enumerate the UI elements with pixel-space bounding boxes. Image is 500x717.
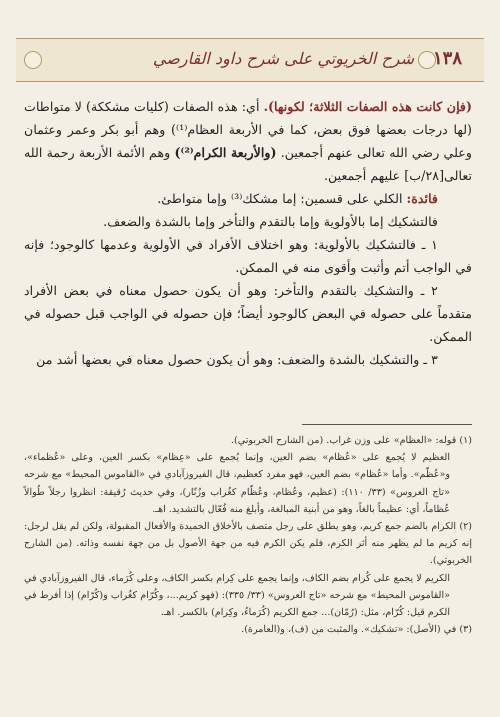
ornament-icon xyxy=(24,51,42,69)
page-number: ١٣٨ xyxy=(432,48,462,69)
paragraph: فائدة: الكلي على قسمين: إما مشكك⁽³⁾ وإما متواطئ. xyxy=(157,191,438,206)
paragraph: فالتشكيك إما بالأولوية وإما بالتقدم والتأخر وإما بالشدة والضعف. xyxy=(103,214,438,229)
footnote-text: الكريم لا يجمع على كُرام بضم الكاف، وإنما يجمع على كِرام بكسر الكاف، وعلى كُرَماء، قال الفيروزآبادي في «القاموس المحيط» مع شرحه «تاج العروس» (٣٣/ ٣٣٥): (فهو كريم...، وكُرّام كغُراب و(كُرّام) إذا أفرط في الكرم قيل: كُرّام، مثل: (رُمّان)... جمع الكريم (كُرَماءُ، وكِرام) بالكسر. اهـ. xyxy=(24,572,451,619)
footnote-separator xyxy=(302,424,472,425)
footnote: (٢) الكرام بالضم جمع كريم، وهو يطلق على رجل متصف بالأخلاق الحميدة والأفعال المقبولة، ولكن لم يقل لرجل: إنه كريم ما لم يظهر منه أثر الكرم، فلم يكن الكرم فيه من جهة الأصول بل من جهة نفسه وذاته. (من الشارح الخربوتي). xyxy=(24,521,472,567)
paragraph: ١ ـ فالتشكيك بالأولوية: وهو اختلاف الأفراد في الأولوية وعدمها كالوجود؛ فإنه في الواجب أتم وأثبت وأقوى منه في الممكن. xyxy=(24,237,472,275)
footnote-text: العظيم لا يُجمع على «عُظام» بضم العين، وإنما يُجمع على «عِظام» بكسر العين، وعلى «عُظماء»، و«عُظّم». وأما «عُظام» بضم العين، فهو مفرد كعظيم، قال الفيروزآبادي في «القاموس المحيط» مع شرحه «تاج العروس» (٣٣/ ١١٠): (عظيم، وعُظام، وعُظّام كغُراب وزُنّار)، وفي حديث رُقيقة: انظروا رجلاً طُوالاً عُظاماً، أي: عظيماً بالغاً، وهو من أبنية المبالغة، وأبلغ منه فُعّال بالتشديد. اهـ. xyxy=(24,452,450,515)
page-header xyxy=(16,38,484,82)
footnotes xyxy=(24,432,472,638)
paragraph: ٣ ـ والتشكيك بالشدة والضعف: وهو أن يكون حصول معناه في بعضها أشد من xyxy=(36,352,438,367)
footnote: (٣) في (الأصل): «تشكيك». والمثبت من (ف)، و(العامرة). xyxy=(241,624,472,636)
main-text xyxy=(24,95,472,371)
header-title: شرح الخريوتي على شرح داود القارصي xyxy=(152,49,414,68)
paragraph: (فإن كانت هذه الصفات الثلاثة؛ لكونها). أي: هذه الصفات (كليات مشككة) لا متواطات (لها درجات بعضها فوق بعض، كما في الأربعة العظام⁽¹⁾) وهم أبو بكر وعمر وعثمان وعلي رضي الله تعالى عنهم أجمعين. (والأربعة الكرام⁽²⁾) وهم الأئمة الأربعة رحمة الله تعالى[٢٨/ب] عليهم أجمعين. xyxy=(24,99,473,183)
footnote: (١) قوله: «العظام» على وزن غراب. (من الشارح الخربوتي). xyxy=(230,435,472,446)
paragraph: ٢ ـ والتشكيك بالتقدم والتأخر: وهو أن يكون حصول معناه في بعض الأفراد متقدماً على حصوله في البعض كالوجود أيضاً؛ فإن حصوله في الواجب قبل حصوله في الممكن. xyxy=(24,283,472,344)
